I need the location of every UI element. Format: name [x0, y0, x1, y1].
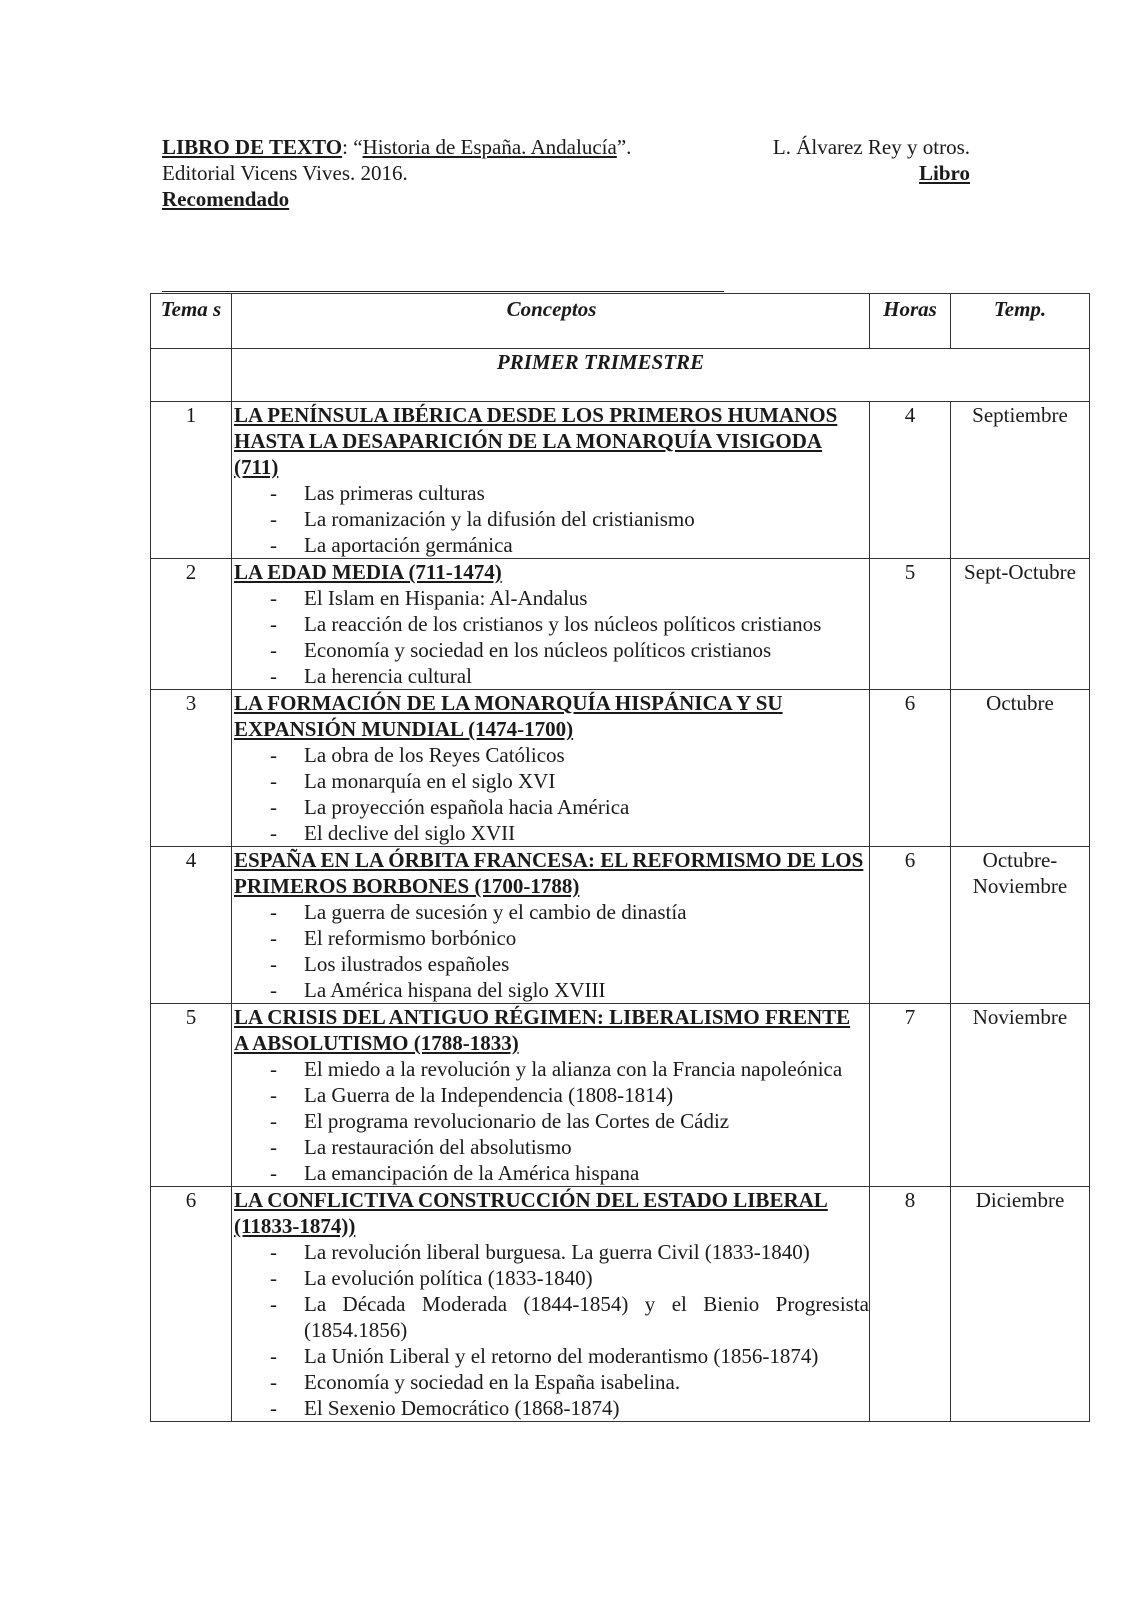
book-authors: L. Álvarez Rey y otros. [772, 135, 970, 159]
theme-title: LA CRISIS DEL ANTIGUO RÉGIMEN: LIBERALISMO FRENTE A ABSOLUTISMO (1788-1833) [234, 1005, 851, 1055]
recommended-label-2: Recomendado [162, 187, 290, 211]
theme-hours: 8 [870, 1187, 951, 1422]
theme-period: Octubre [951, 690, 1090, 847]
theme-number: 6 [151, 1187, 232, 1422]
concept-item: - El Sexenio Democrático (1868-1874) [234, 1395, 869, 1421]
table-row [151, 690, 1090, 847]
theme-title: LA CONFLICTIVA CONSTRUCCIÓN DEL ESTADO LIBERAL (11833-1874)) [234, 1188, 828, 1238]
concept-item: - La romanización y la difusión del cristianismo [234, 506, 869, 532]
separator-line [162, 291, 724, 292]
theme-period: Septiembre [951, 402, 1090, 559]
header-temas: Tema s [151, 294, 232, 349]
header-horas: Horas [870, 294, 951, 349]
theme-hours: 5 [870, 559, 951, 690]
concept-item: - La monarquía en el siglo XVI [234, 768, 869, 794]
concept-item: - La emancipación de la América hispana [234, 1160, 869, 1186]
header-conceptos: Conceptos [232, 294, 870, 349]
concept-list [234, 480, 869, 558]
concept-item: - La evolución política (1833-1840) [234, 1265, 869, 1291]
theme-number: 3 [151, 690, 232, 847]
table-row [151, 1004, 1090, 1187]
table-row [151, 402, 1090, 559]
concept-list [234, 1239, 869, 1421]
table-row [151, 559, 1090, 690]
syllabus-table [150, 293, 1090, 1422]
concept-item: - La proyección española hacia América [234, 794, 869, 820]
concept-item: - La revolución liberal burguesa. La guerra Civil (1833-1840) [234, 1239, 869, 1265]
theme-period: Octubre-Noviembre [951, 847, 1090, 1004]
theme-title: ESPAÑA EN LA ÓRBITA FRANCESA: EL REFORMISMO DE LOS PRIMEROS BORBONES (1700-1788) [234, 848, 864, 898]
theme-concepts [232, 559, 870, 690]
concept-item: - Los ilustrados españoles [234, 951, 869, 977]
concept-list [234, 585, 869, 689]
concept-item: - Economía y sociedad en la España isabelina. [234, 1369, 869, 1395]
theme-hours: 4 [870, 402, 951, 559]
header-line-2 [162, 160, 970, 186]
concept-list [234, 742, 869, 846]
theme-number: 2 [151, 559, 232, 690]
concept-item: - La guerra de sucesión y el cambio de dinastía [234, 899, 869, 925]
concept-item: - La herencia cultural [234, 663, 869, 689]
concept-item: - La América hispana del siglo XVIII [234, 977, 869, 1003]
concept-item: - La obra de los Reyes Católicos [234, 742, 869, 768]
trimester-row [151, 349, 1090, 402]
concept-item: - La reacción de los cristianos y los núcleos políticos cristianos [234, 611, 869, 637]
theme-hours: 7 [870, 1004, 951, 1187]
concept-item: - La Unión Liberal y el retorno del moderantismo (1856-1874) [234, 1343, 869, 1369]
theme-hours: 6 [870, 847, 951, 1004]
table-header-row [151, 294, 1090, 349]
theme-concepts [232, 1004, 870, 1187]
trimester-label: PRIMER TRIMESTRE [232, 349, 1090, 402]
theme-concepts [232, 1187, 870, 1422]
book-title: Historia de España. Andalucía [362, 135, 617, 159]
theme-number: 4 [151, 847, 232, 1004]
book-publisher: Editorial Vicens Vives. 2016. [162, 161, 408, 185]
theme-period: Sept-Octubre [951, 559, 1090, 690]
theme-number: 1 [151, 402, 232, 559]
header-line-1: LIBRO DE TEXTO: “Historia de España. Andalucía”. L. Álvarez Rey y otros. [162, 135, 970, 159]
concept-item: - Economía y sociedad en los núcleos políticos cristianos [234, 637, 869, 663]
theme-concepts [232, 847, 870, 1004]
theme-concepts [232, 690, 870, 847]
recommended-label-1: Libro [919, 161, 970, 185]
theme-hours: 6 [870, 690, 951, 847]
document-header [162, 134, 970, 212]
concept-item: - Las primeras culturas [234, 480, 869, 506]
table-row [151, 1187, 1090, 1422]
concept-list [234, 899, 869, 1003]
concept-item: - El programa revolucionario de las Cortes de Cádiz [234, 1108, 869, 1134]
theme-concepts [232, 402, 870, 559]
table-row [151, 847, 1090, 1004]
theme-title: LA FORMACIÓN DE LA MONARQUÍA HISPÁNICA Y SU EXPANSIÓN MUNDIAL (1474-1700) [234, 691, 783, 741]
theme-title: LA EDAD MEDIA (711-1474) [234, 560, 502, 584]
theme-title: LA PENÍNSULA IBÉRICA DESDE LOS PRIMEROS HUMANOS HASTA LA DESAPARICIÓN DE LA MONARQUÍA VISIGODA (711) [234, 403, 838, 479]
concept-item: - La aportación germánica [234, 532, 869, 558]
header-temp: Temp. [951, 294, 1090, 349]
textbook-label: LIBRO DE TEXTO [162, 135, 343, 159]
theme-number: 5 [151, 1004, 232, 1187]
theme-period: Diciembre [951, 1187, 1090, 1422]
concept-item: - El Islam en Hispania: Al-Andalus [234, 585, 869, 611]
concept-list [234, 1056, 869, 1186]
concept-item: - El miedo a la revolución y la alianza con la Francia napoleónica [234, 1056, 869, 1082]
concept-item: - El declive del siglo XVII [234, 820, 869, 846]
concept-item: - El reformismo borbónico [234, 925, 869, 951]
concept-item: - La Guerra de la Independencia (1808-1814) [234, 1082, 869, 1108]
concept-item: - La Década Moderada (1844-1854) y el Bienio Progresista (1854.1856) [234, 1291, 869, 1343]
concept-item: - La restauración del absolutismo [234, 1134, 869, 1160]
theme-period: Noviembre [951, 1004, 1090, 1187]
